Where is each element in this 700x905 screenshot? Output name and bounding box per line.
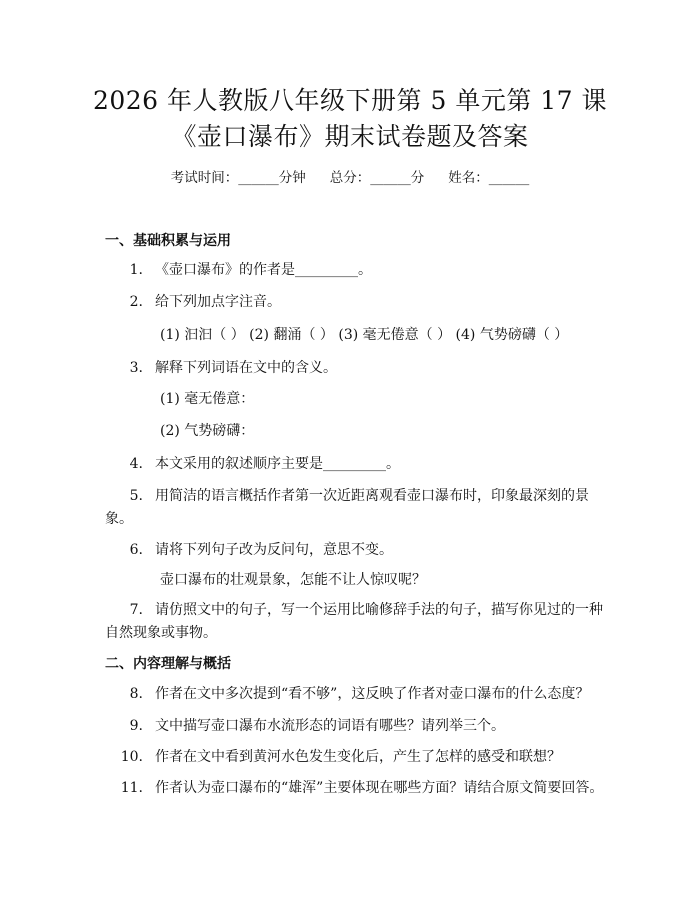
question-10 <box>105 746 605 769</box>
question-6 <box>105 539 605 562</box>
question-number: 4. <box>129 456 143 472</box>
question-1 <box>105 259 605 282</box>
question-8 <box>105 683 605 706</box>
question-text: 作者在文中多次提到“看不够”，这反映了作者对壶口瀑布的什么态度？ <box>155 686 590 702</box>
question-text: 《壶口瀑布》的作者是_________。 <box>155 262 372 278</box>
question-6-sentence: 壶口瀑布的壮观景象，怎能不让人惊叹呢？ <box>160 572 426 588</box>
student-name: 姓名：______ <box>448 170 530 186</box>
exam-info <box>0 168 700 188</box>
question-text: 用简洁的语言概括作者第一次近距离观看壶口瀑布时，印象最深刻的景象。 <box>105 488 589 527</box>
question-number: 5. <box>129 488 143 504</box>
question-2 <box>105 291 605 314</box>
question-number: 3. <box>129 360 143 376</box>
question-3 <box>105 357 605 380</box>
question-number: 7. <box>129 602 143 618</box>
question-text: 给下列加点字注音。 <box>155 294 281 310</box>
section-heading-1: 一、基础积累与运用 <box>105 233 231 249</box>
exam-time: 考试时间：______分钟 <box>170 170 306 186</box>
question-3-item-1: (1) 毫无倦意： <box>160 391 255 407</box>
question-5 <box>105 485 605 531</box>
question-text: 作者在文中看到黄河水色发生变化后，产生了怎样的感受和联想？ <box>155 749 561 765</box>
question-number: 10. <box>120 749 143 765</box>
question-text: 请将下列句子改为反问句，意思不变。 <box>155 542 393 558</box>
question-text: 本文采用的叙述顺序主要是_________。 <box>155 456 400 472</box>
title-line-1: 2026 年人教版八年级下册第 5 单元第 17 课 <box>92 86 608 115</box>
title-line-2: 《壶口瀑布》期末试卷题及答案 <box>171 122 529 151</box>
question-9 <box>105 715 605 738</box>
question-11 <box>105 777 605 800</box>
question-text: 文中描写壶口瀑布水流形态的词语有哪些？请列举三个。 <box>155 718 505 734</box>
question-number: 11. <box>120 780 143 796</box>
question-number: 6. <box>129 542 143 558</box>
section-heading-2: 二、内容理解与概括 <box>105 656 231 672</box>
question-text: 作者认为壶口瀑布的“雄浑”主要体现在哪些方面？请结合原文简要回答。 <box>155 780 604 796</box>
question-text: 解释下列词语在文中的含义。 <box>155 360 337 376</box>
question-text: 请仿照文中的句子，写一个运用比喻修辞手法的句子，描写你见过的一种自然现象或事物。 <box>105 602 603 641</box>
question-2-items: (1) 汩汩（ ） (2) 翻涌（ ） (3) 毫无倦意（ ） (4) 气势磅礴（ ） <box>160 327 569 343</box>
question-3-item-2: (2) 气势磅礴： <box>160 423 255 439</box>
question-number: 9. <box>129 718 143 734</box>
question-number: 8. <box>129 686 143 702</box>
question-number: 2. <box>129 294 143 310</box>
total-score: 总分：______分 <box>329 170 425 186</box>
question-number: 1. <box>129 262 143 278</box>
question-7 <box>105 599 605 645</box>
question-4 <box>105 453 605 476</box>
